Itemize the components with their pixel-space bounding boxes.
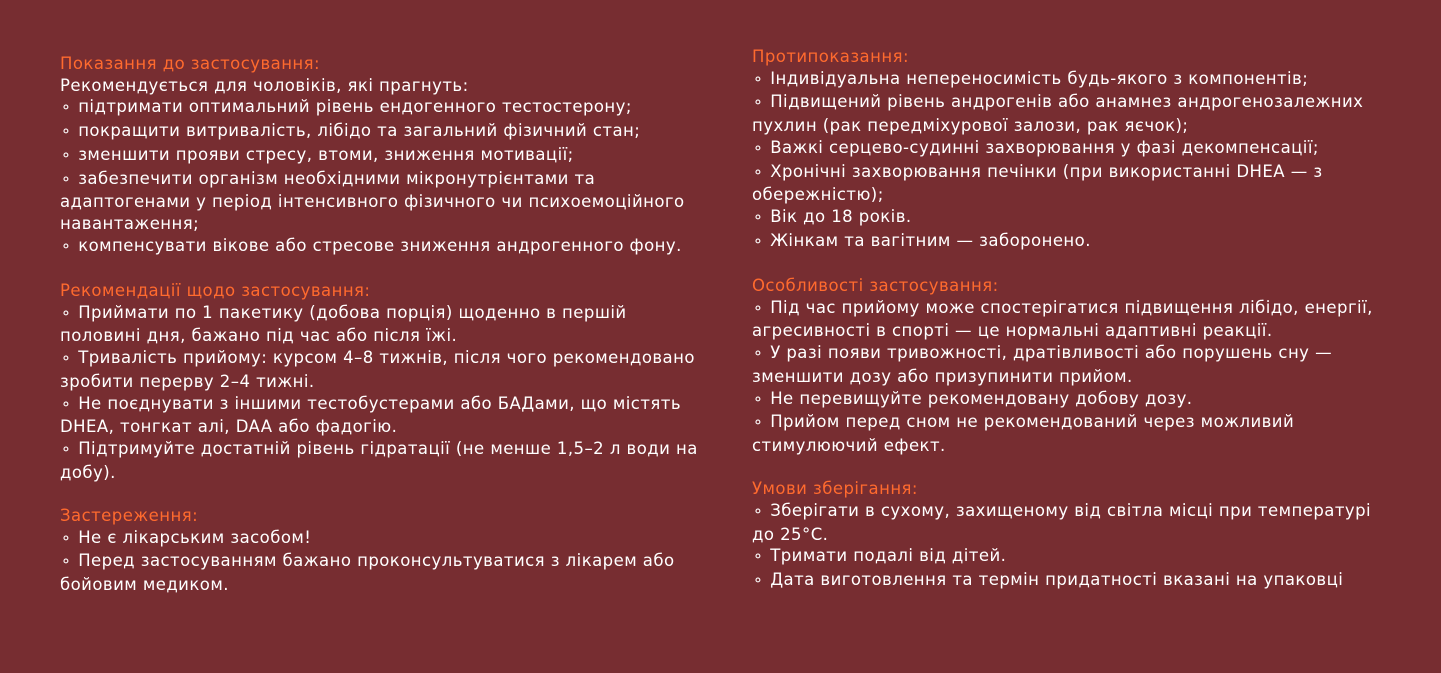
indications-item: ⚬ підтримати оптимальний рівень ендогенного тестостерону; <box>60 96 700 120</box>
indications-item: ⚬ забезпечити організм необхідними мікронутрієнтами та адаптогенами у період інтенсивного фізичного чи психоемоційного навантаження; <box>60 168 700 235</box>
left-column <box>60 0 700 618</box>
indications-section <box>60 53 700 258</box>
contraindications-heading: Протипоказання: <box>752 47 909 66</box>
storage-heading: Умови зберігання: <box>752 479 918 499</box>
warnings-section <box>60 505 700 596</box>
right-column <box>752 0 1382 615</box>
storage-item: ⚬ Тримати подалі від дітей. <box>752 545 1382 569</box>
storage-item: ⚬ Зберігати в сухому, захищеному від світла місці при температурі до 25°C. <box>752 500 1382 545</box>
storage-item: ⚬ Дата виготовлення та термін придатності вказані на упаковці <box>752 569 1382 593</box>
features-item: ⚬ Під час прийому може спостерігатися підвищення лібідо, енергії, агресивності в спорті — це нормальні адаптивні реакції. <box>752 297 1382 342</box>
warnings-item: ⚬ Перед застосуванням бажано проконсультуватися з лікарем або бойовим медиком. <box>60 550 700 595</box>
recommendations-item: ⚬ Приймати по 1 пакетику (добова порція) щоденно в першій половині дня, бажано під час або після їжі. <box>60 302 700 347</box>
recommendations-item: ⚬ Тривалість прийому: курсом 4–8 тижнів, після чого рекомендовано зробити перерву 2–4 тижні. <box>60 347 700 392</box>
contraindications-item: ⚬ Важкі серцево-судинні захворювання у фазі декомпенсації; <box>752 137 1382 161</box>
recommendations-section <box>60 280 700 483</box>
features-section <box>752 275 1382 457</box>
indications-item: ⚬ компенсувати вікове або стресове зниження андрогенного фону. <box>60 235 700 259</box>
indications-item: ⚬ зменшити прояви стресу, втоми, зниження мотивації; <box>60 144 700 168</box>
recommendations-item: ⚬ Підтримуйте достатній рівень гідратації (не менше 1,5–2 л води на добу). <box>60 438 700 483</box>
contraindications-item: ⚬ Індивідуальна непереносимість будь-якого з компонентів; <box>752 68 1382 92</box>
features-item: ⚬ Прийом перед сном не рекомендований через можливий стимулюючий ефект. <box>752 411 1382 456</box>
storage-section <box>752 478 1382 593</box>
contraindications-item: ⚬ Хронічні захворювання печінки (при використанні DHEA — з обережністю); <box>752 161 1382 206</box>
features-item: ⚬ У разі появи тривожності, дратівливості або порушень сну — зменшити дозу або призупинити прийом. <box>752 342 1382 387</box>
indications-heading: Показання до застосування: <box>60 54 321 73</box>
contraindications-item: ⚬ Вік до 18 років. <box>752 206 1382 230</box>
features-item: ⚬ Не перевищуйте рекомендовану добову дозу. <box>752 388 1382 412</box>
indications-intro: Рекомендується для чоловіків, які прагнуть: <box>60 75 469 95</box>
warnings-item: ⚬ Не є лікарським засобом! <box>60 527 700 551</box>
contraindications-section <box>752 46 1382 253</box>
recommendations-item: ⚬ Не поєднувати з іншими тестобустерами або БАДами, що містять DHEA, тонгкат алі, DAA або фадогію. <box>60 393 700 438</box>
recommendations-heading: Рекомендації щодо застосування: <box>60 281 371 301</box>
contraindications-item: ⚬ Жінкам та вагітним — заборонено. <box>752 230 1382 254</box>
features-heading: Особливості застосування: <box>752 276 999 296</box>
contraindications-item: ⚬ Підвищений рівень андрогенів або анамнез андрогенозалежних пухлин (рак передміхурової залози, рак яєчок); <box>752 91 1382 136</box>
warnings-heading: Застереження: <box>60 506 199 526</box>
indications-item: ⚬ покращити витривалість, лібідо та загальний фізичний стан; <box>60 120 700 144</box>
